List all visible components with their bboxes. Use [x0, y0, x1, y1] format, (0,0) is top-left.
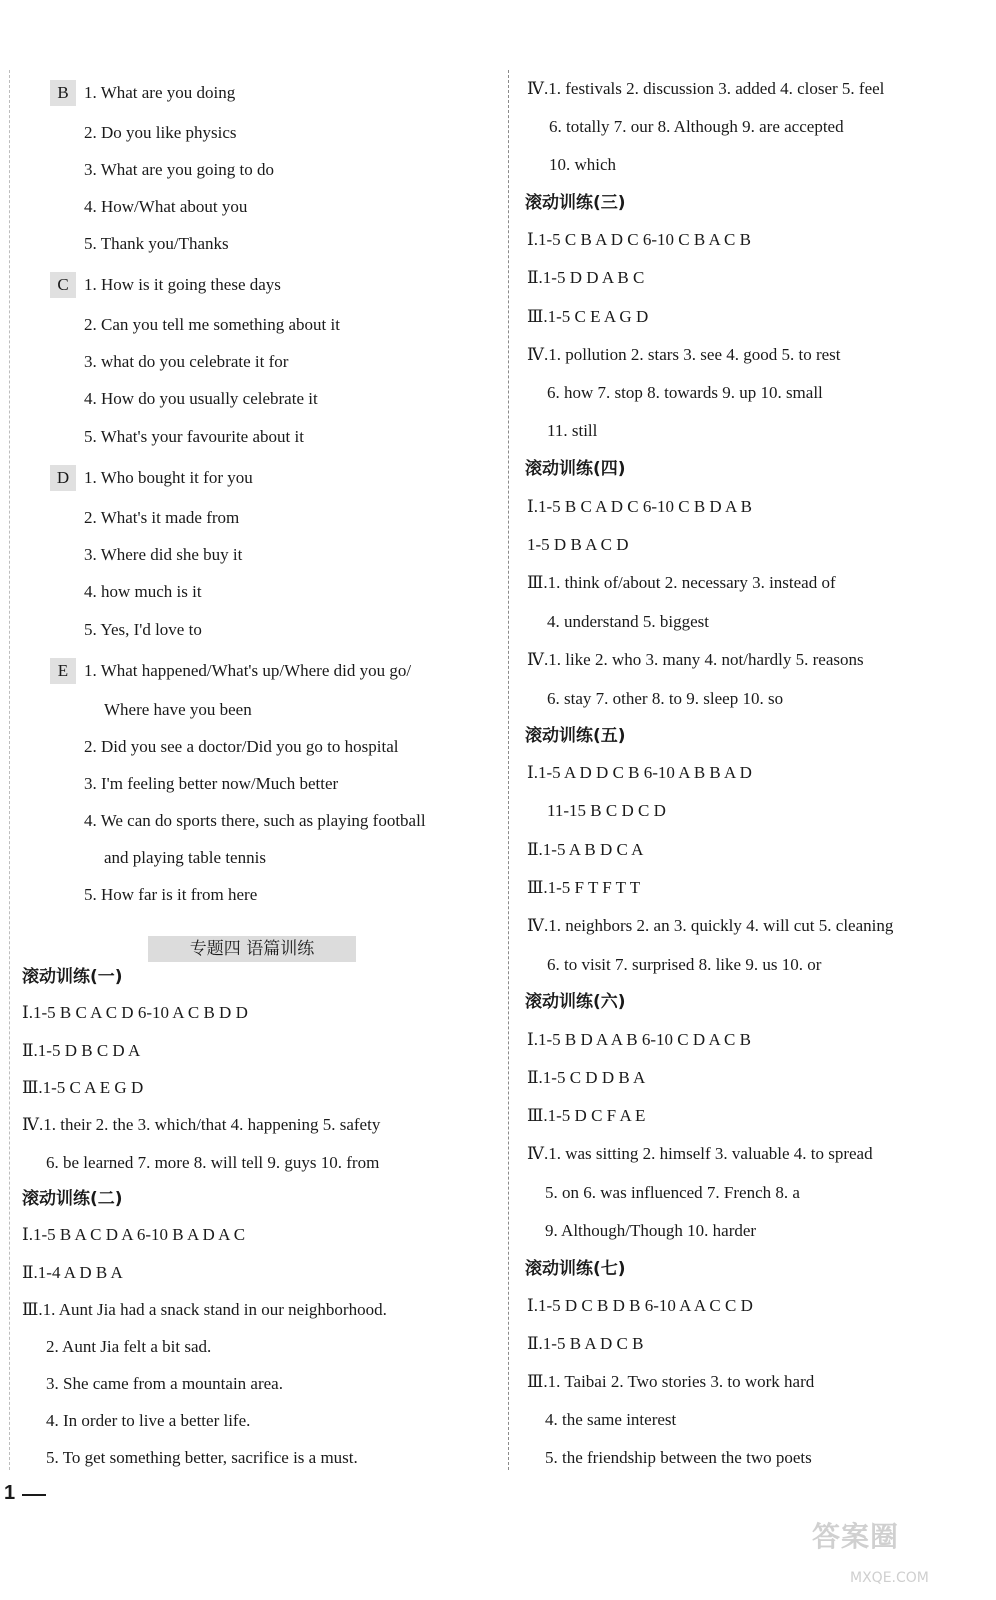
- answer-line: Ⅳ.1. like 2. who 3. many 4. not/hardly 5. reasons: [527, 650, 864, 669]
- answer-line: 2. Aunt Jia felt a bit sad.: [46, 1337, 212, 1356]
- answer-line: Ⅲ.1-5 F T F T T: [527, 878, 641, 897]
- answer-line: Ⅰ.1-5 C B A D C 6-10 C B A C B: [527, 230, 751, 249]
- answer-line: 5. How far is it from here: [84, 885, 258, 904]
- section-label-e: E: [50, 658, 76, 684]
- answer-line: Ⅲ.1. think of/about 2. necessary 3. instead of: [527, 573, 836, 592]
- answer-line: Ⅳ.1. festivals 2. discussion 3. added 4. closer 5. feel: [527, 79, 885, 98]
- section-heading: 滚动训练(五): [525, 726, 626, 746]
- answer-line: 10. which: [549, 155, 617, 174]
- answer-line: 3. Where did she buy it: [84, 545, 243, 564]
- page-number-dash: [22, 1494, 46, 1496]
- answer-line: Ⅲ.1-5 C A E G D: [22, 1078, 144, 1097]
- answer-line: 11-15 B C D C D: [547, 801, 666, 820]
- section-heading: 滚动训练(七): [525, 1259, 626, 1279]
- section-heading: 滚动训练(三): [525, 193, 626, 213]
- answer-line: Ⅱ.1-5 D D A B C: [527, 268, 645, 287]
- answer-line: 3. What are you going to do: [84, 160, 274, 179]
- answer-line: Ⅱ.1-5 B A D C B: [527, 1334, 644, 1353]
- answer-line: 3. She came from a mountain area.: [46, 1374, 283, 1393]
- answer-line: 6. stay 7. other 8. to 9. sleep 10. so: [547, 689, 784, 708]
- section-heading: 滚动训练(四): [525, 459, 626, 479]
- answer-line: 4. In order to live a better life.: [46, 1411, 251, 1430]
- answer-line: 3. I'm feeling better now/Much better: [84, 774, 339, 793]
- answer-line: 4. How/What about you: [84, 197, 248, 216]
- column-divider: [508, 70, 509, 1470]
- answer-line: Ⅳ.1. was sitting 2. himself 3. valuable 4. to spread: [527, 1144, 873, 1163]
- watermark-logo: 答案圈: [812, 1520, 900, 1553]
- answer-line: Ⅲ.1-5 D C F A E: [527, 1106, 646, 1125]
- answer-line: Ⅱ.1-5 A B D C A: [527, 840, 644, 859]
- answer-line: 1. How is it going these days: [84, 275, 281, 294]
- answer-line: Ⅲ.1. Taibai 2. Two stories 3. to work hard: [527, 1372, 815, 1391]
- section-heading: 滚动训练(一): [22, 967, 123, 987]
- section-label-d: D: [50, 465, 76, 491]
- answer-line: 3. what do you celebrate it for: [84, 352, 289, 371]
- answer-line: 9. Although/Though 10. harder: [545, 1221, 757, 1240]
- answer-line: Ⅲ.1. Aunt Jia had a snack stand in our neighborhood.: [22, 1300, 387, 1319]
- answer-line: 2. Did you see a doctor/Did you go to hospital: [84, 737, 399, 756]
- answer-line: 5. To get something better, sacrifice is a must.: [46, 1448, 358, 1467]
- watermark-url: MXQE.COM: [850, 1570, 929, 1586]
- section-label-b: B: [50, 80, 76, 106]
- answer-line: Ⅱ.1-4 A D B A: [22, 1263, 123, 1282]
- answer-line: 5. on 6. was influenced 7. French 8. a: [545, 1183, 800, 1202]
- answer-line: 1. What happened/What's up/Where did you go/: [84, 661, 412, 680]
- answer-line: 2. Do you like physics: [84, 123, 237, 142]
- section-label-c: C: [50, 272, 76, 298]
- answer-line: 5. What's your favourite about it: [84, 427, 304, 446]
- answer-line: Ⅰ.1-5 B A C D A 6-10 B A D A C: [22, 1225, 246, 1244]
- topic-banner: 专题四 语篇训练: [148, 936, 356, 962]
- answer-line: 4. We can do sports there, such as playing football: [84, 811, 426, 830]
- answer-line: Ⅰ.1-5 B C A C D 6-10 A C B D D: [22, 1003, 248, 1022]
- answer-line: 2. Can you tell me something about it: [84, 315, 340, 334]
- answer-line: Ⅱ.1-5 D B C D A: [22, 1041, 141, 1060]
- answer-line: Ⅳ.1. neighbors 2. an 3. quickly 4. will cut 5. cleaning: [527, 916, 894, 935]
- answer-line: 4. the same interest: [545, 1410, 677, 1429]
- answer-line: 6. totally 7. our 8. Although 9. are accepted: [549, 117, 844, 136]
- answer-line: Ⅰ.1-5 B C A D C 6-10 C B D A B: [527, 497, 752, 516]
- answer-line: Where have you been: [104, 700, 252, 719]
- answer-line: Ⅲ.1-5 C E A G D: [527, 307, 649, 326]
- answer-line: 4. understand 5. biggest: [547, 612, 709, 631]
- page-number: 1: [4, 1482, 16, 1504]
- answer-line: 11. still: [547, 421, 598, 440]
- section-heading: 滚动训练(六): [525, 992, 626, 1012]
- answer-line: 1-5 D B A C D: [527, 535, 629, 554]
- answer-line: 2. What's it made from: [84, 508, 240, 527]
- answer-line: 5. Yes, I'd love to: [84, 620, 202, 639]
- answer-line: and playing table tennis: [104, 848, 266, 867]
- section-heading: 滚动训练(二): [22, 1189, 123, 1209]
- answer-line: Ⅰ.1-5 D C B D B 6-10 A A C C D: [527, 1296, 753, 1315]
- answer-line: 1. What are you doing: [84, 83, 236, 102]
- answer-line: 6. how 7. stop 8. towards 9. up 10. small: [547, 383, 823, 402]
- answer-line: 6. to visit 7. surprised 8. like 9. us 10. or: [547, 955, 822, 974]
- answer-line: 6. be learned 7. more 8. will tell 9. guys 10. from: [46, 1153, 380, 1172]
- answer-line: 4. How do you usually celebrate it: [84, 389, 318, 408]
- answer-line: 5. the friendship between the two poets: [545, 1448, 812, 1467]
- answer-line: Ⅰ.1-5 A D D C B 6-10 A B B A D: [527, 763, 752, 782]
- answer-line: 4. how much is it: [84, 582, 202, 601]
- answer-line: Ⅳ.1. pollution 2. stars 3. see 4. good 5. to rest: [527, 345, 841, 364]
- answer-line: Ⅱ.1-5 C D D B A: [527, 1068, 646, 1087]
- answer-line: Ⅳ.1. their 2. the 3. which/that 4. happening 5. safety: [22, 1115, 381, 1134]
- left-margin-rule: [9, 70, 10, 1470]
- answer-line: 1. Who bought it for you: [84, 468, 253, 487]
- answer-line: Ⅰ.1-5 B D A A B 6-10 C D A C B: [527, 1030, 751, 1049]
- answer-line: 5. Thank you/Thanks: [84, 234, 229, 253]
